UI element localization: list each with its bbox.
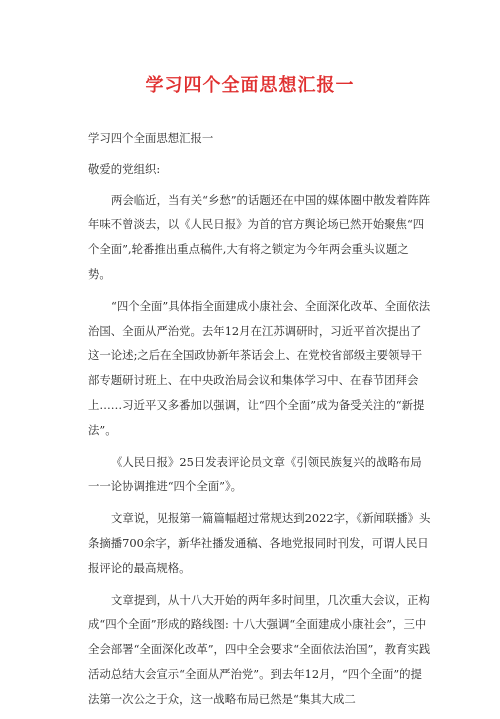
salutation: 敬爱的党组织: [88, 161, 161, 176]
paragraph-3: 《人民日报》25日发表评论员文章《引领民族复兴的战略布局一一论协调推进“四个全面”》。 [88, 454, 422, 494]
document-body [88, 126, 431, 719]
paragraph-1: 两会临近，当有关“乡愁”的话题还在中国的媒体圈中散发着阵阵年味不曾淡去，以《人民日报》为首的官方舆论场已然开始聚焦“四个全面”,轮番推出重点稿件,大有将之锁定为今年两会重头议题之势。 [88, 192, 431, 281]
paragraph-5: 文章提到，从十八大开始的两年多时间里，几次重大会议，正构成“四个全面”形成的路线图: 十八大强调“全面建成小康社会”，三中全会部署“全面深化改革”，四中全会要求“全面依法治国”，教育实践活动总结大会宣示“全面从严治党”。到去年12月，“四个全面”的提法第一次公之于众，这一战略布局已然是“集其大成二 [88, 592, 431, 706]
document-title: 学习四个全面思想汇报一 [145, 75, 355, 96]
document-subtitle: 学习四个全面思想汇报一 [88, 131, 214, 145]
paragraph-2: “四个全面”具体指全面建成小康社会、全面深化改革、全面依法治国、全面从严治党。去年12月在江苏调研时，习近平首次提出了这一论述;之后在全国政协新年茶话会上、在党校省部级主要领导干部专题研讨班上、在中央政治局会议和集体学习中、在春节团拜会上……习近平又多番加以强调，让“四个全面”成为备受关注的“新提法”。 [88, 298, 431, 437]
paragraph-4: 文章说，见报第一篇篇幅超过常规达到2022字，《新闻联播》头条摘播700余字，新华社播发通稿、各地党报同时刊发，可谓人民日报评论的最高规格。 [88, 511, 431, 575]
